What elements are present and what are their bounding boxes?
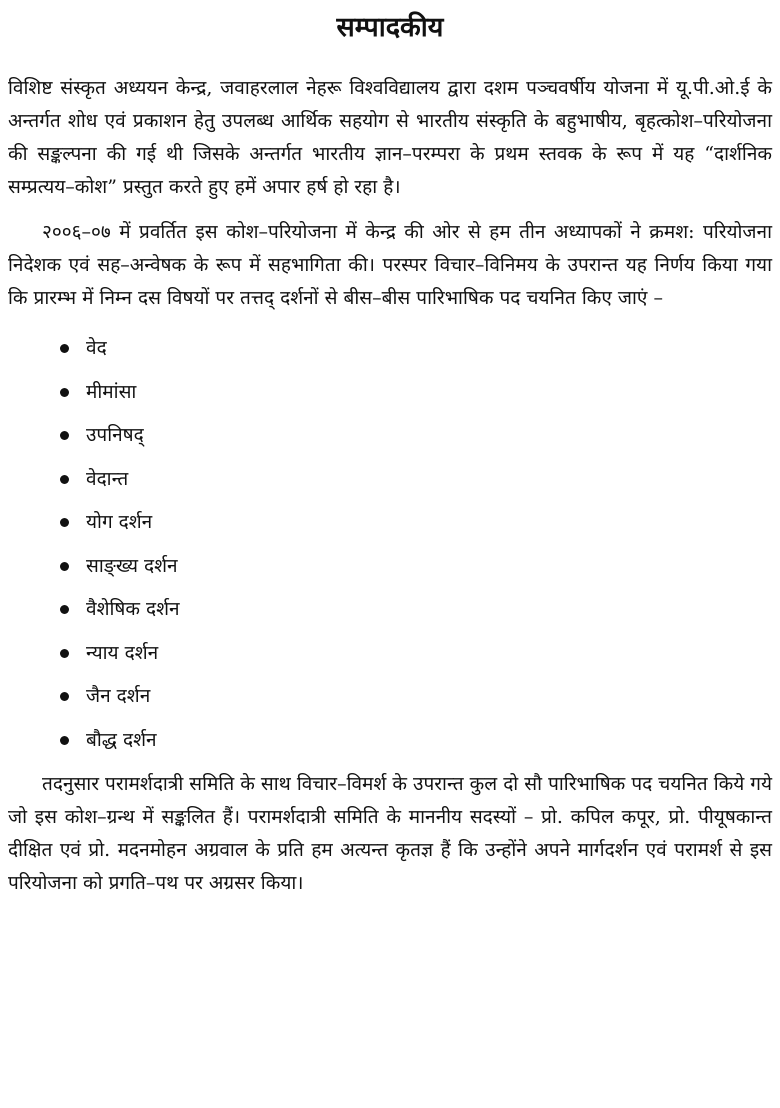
bullet-icon [60,518,69,527]
bullet-icon [60,562,69,571]
bullet-icon [60,649,69,658]
bullet-icon [60,344,69,353]
list-item [60,371,772,415]
bullet-icon [60,605,69,614]
intro-paragraph: विशिष्ट संस्कृत अध्ययन केन्द्र, जवाहरलाल नेहरू विश्वविद्यालय द्वारा दशम पञ्चवर्षीय योजना में यू.पी.ओ.ई के अन्तर्गत शोध एवं प्रकाशन हेतु उपलब्ध आर्थिक सहयोग से भारतीय संस्कृति के बहुभाषीय, बृहत्कोश–परियोजना की सङ्कल्पना की गई थी जिसके अन्तर्गत भारतीय ज्ञान–परम्परा के प्रथम स्तवक के रूप में यह “दार्शनिक सम्प्रत्यय–कोश” प्रस्तुत करते हुए हमें अपार हर्ष हो रहा है। [8,77,772,198]
list-item [60,327,772,371]
bullet-icon [60,475,69,484]
project-paragraph: २००६–०७ में प्रवर्तित इस कोश–परियोजना में केन्द्र की ओर से हम तीन अध्यापकों ने क्रमश: परियोजना निदेशक एवं सह–अन्वेषक के रूप में सहभागिता की। परस्पर विचार–विनिमय के उपरान्त यह निर्णय किया गया कि प्रारम्भ में निम्न दस विषयों पर तत्तद् दर्शनों से बीस–बीस पारिभाषिक पद चयनित किए जाएं – [8,221,772,309]
subject-label: मीमांसा [86,380,137,403]
subject-label: उपनिषद् [86,424,144,446]
subject-label: बौद्ध दर्शन [86,728,157,751]
list-item [60,501,772,545]
list-item [60,588,772,632]
list-item [60,675,772,719]
subject-label: वेद [86,337,107,359]
list-item [60,632,772,676]
bullet-icon [60,692,69,701]
list-item [60,545,772,589]
bullet-icon [60,388,69,397]
subject-label: वैशेषिक दर्शन [86,598,180,620]
subject-label: वेदान्त [86,467,129,490]
list-item [60,414,772,458]
list-item [60,719,772,763]
subject-label: जैन दर्शन [86,685,151,707]
subject-label: साङ्ख्य दर्शन [86,554,178,577]
bullet-icon [60,431,69,440]
list-item [60,458,772,502]
subject-label: योग दर्शन [86,511,153,533]
subject-list [8,327,772,762]
bullet-icon [60,736,69,745]
subject-label: न्याय दर्शन [86,641,159,664]
closing-paragraph: तदनुसार परामर्शदात्री समिति के साथ विचार–विमर्श के उपरान्त कुल दो सौ पारिभाषिक पद चयनित किये गये जो इस कोश–ग्रन्थ में सङ्कलित हैं। परामर्शदात्री समिति के माननीय सदस्यों – प्रो. कपिल कपूर, प्रो. पीयूषकान्त दीक्षित एवं प्रो. मदनमोहन अग्रवाल के प्रति हम अत्यन्त कृतज्ञ हैं कि उन्होंने अपने मार्गदर्शन एवं परामर्श से इस परियोजना को प्रगति–पथ पर अग्रसर किया। [8,773,772,894]
page-title: सम्पादकीय [336,12,444,43]
